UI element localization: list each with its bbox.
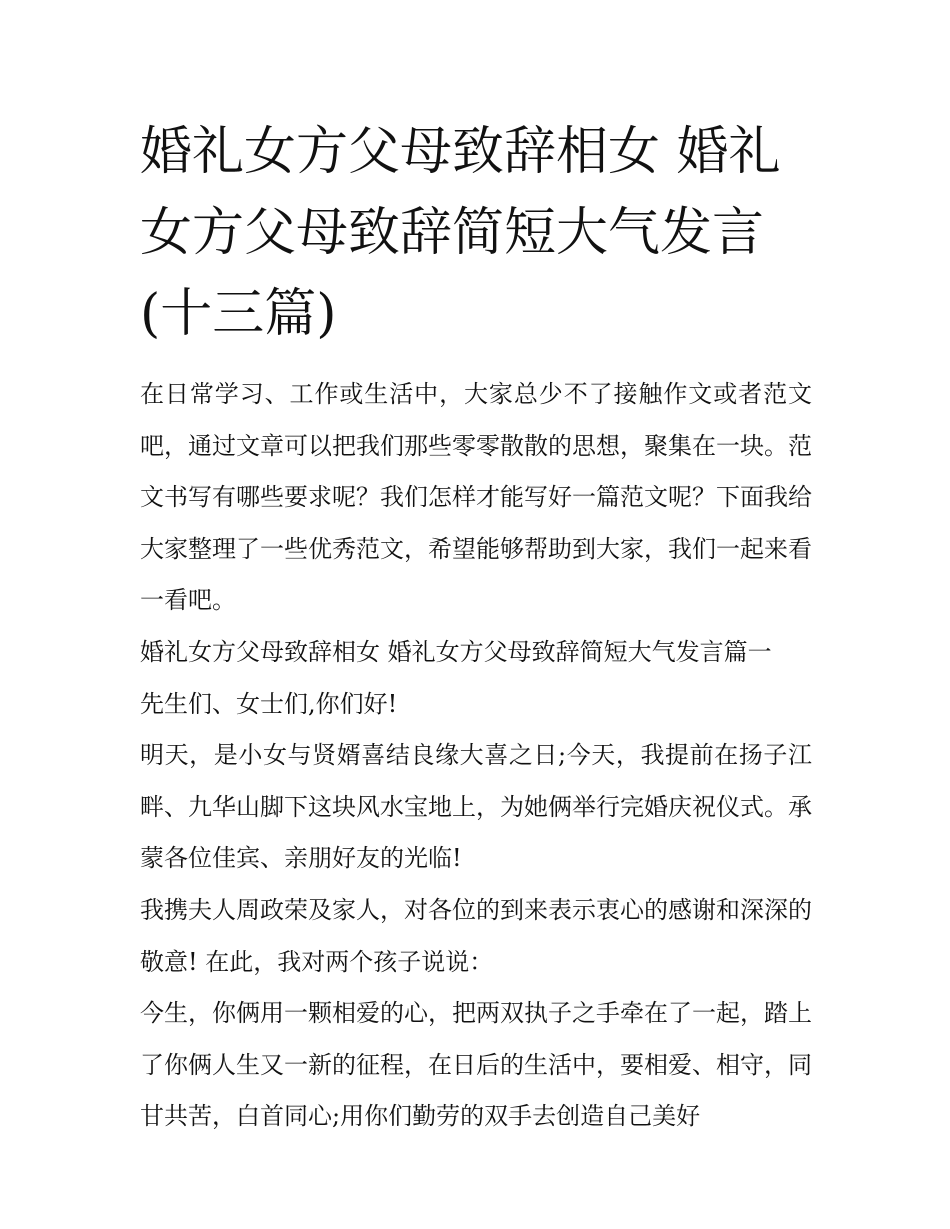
paragraph-section-heading: 婚礼女方父母致辞相女 婚礼女方父母致辞简短大气发言篇一 [140, 637, 772, 666]
paragraph-occasion: 明天，是小女与贤婿喜结良缘大喜之日;今天，我提前在扬子江畔、九华山脚下这块风水宝地上，为她俩举行完婚庆祝仪式。承蒙各位佳宾、亲朋好友的光临! [140, 741, 812, 873]
paragraph-intro: 在日常学习、工作或生活中，大家总少不了接触作文或者范文吧，通过文章可以把我们那些零零散散的思想，聚集在一块。范文书写有哪些要求呢？我们怎样才能写好一篇范文呢？下面我给大家整理了一些优秀范文，希望能够帮助到大家，我们一起来看一看吧。 [140, 380, 812, 615]
document-title: 婚礼女方父母致辞相女 婚礼女方父母致辞简短大气发言(十三篇) [140, 122, 781, 344]
paragraph-thanks: 我携夫人周政荣及家人，对各位的到来表示衷心的感谢和深深的敬意! 在此，我对两个孩子说说： [140, 895, 812, 976]
paragraph-advice: 今生，你俩用一颗相爱的心，把两双执子之手牵在了一起，踏上了你俩人生又一新的征程，在日后的生活中，要相爱、相守，同甘共苦，白首同心;用你们勤劳的双手去创造自己美好 [140, 999, 812, 1131]
paragraph-greeting: 先生们、女士们,你们好! [140, 689, 398, 718]
document-body [140, 369, 812, 1143]
document-page [140, 112, 812, 1143]
